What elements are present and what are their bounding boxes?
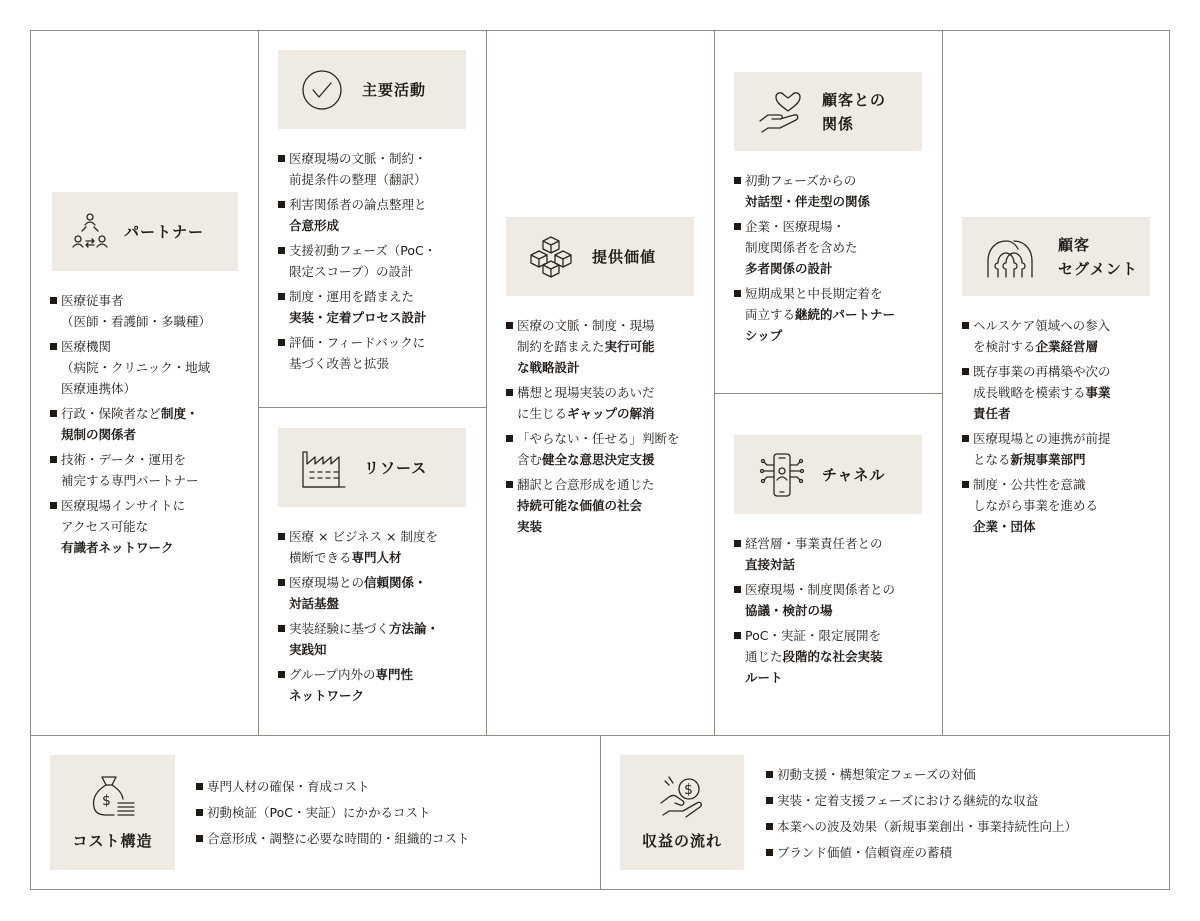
cubes-icon <box>528 234 574 280</box>
list-item: 支援初動フェーズ（PoC・ 限定スコープ）の設計 <box>278 240 478 282</box>
list-item: PoC・実証・限定展開を 通じた段階的な社会実装 ルート <box>734 625 934 688</box>
channels-list <box>734 533 934 692</box>
list-item: 評価・フィードバックに 基づく改善と拡張 <box>278 332 478 374</box>
list-item: 初動フェーズからの 対話型・伴走型の関係 <box>734 170 934 212</box>
cost-structure-header <box>50 755 175 870</box>
key-resources-header <box>278 428 466 507</box>
partners-list <box>50 290 250 562</box>
money-bag-icon <box>88 773 138 819</box>
partners-title: パートナー <box>124 222 205 241</box>
value-proposition-header <box>506 217 694 296</box>
key-activities-title: 主要活動 <box>362 80 427 99</box>
divider <box>258 30 259 735</box>
customer-segments-title: 顧客 セグメント <box>1058 235 1138 278</box>
list-item: 初動検証（PoC・実証）にかかるコスト <box>196 802 586 823</box>
divider <box>258 407 486 408</box>
list-item: 医療 × ビジネス × 制度を 横断できる専門人材 <box>278 526 478 568</box>
divider <box>942 30 943 735</box>
customer-relationships-list <box>734 170 934 350</box>
checkmark-circle-icon <box>300 68 344 112</box>
revenue-streams-list <box>766 764 1166 868</box>
key-resources-title: リソース <box>364 458 428 477</box>
list-item: 翻訳と合意形成を通じた 持続可能な価値の社会 実装 <box>506 474 706 537</box>
list-item: 既存事業の再構築や次の 成長戦略を模索する事業 責任者 <box>962 361 1162 424</box>
customer-relationships-title: 顧客との 関係 <box>822 90 887 133</box>
key-activities-header <box>278 50 466 129</box>
list-item: 医療現場の文脈・制約・ 前提条件の整理（翻訳） <box>278 148 478 190</box>
list-item: 合意形成・調整に必要な時間的・組織的コスト <box>196 828 586 849</box>
list-item: 医療従事者 （医師・看護師・多職種） <box>50 290 250 332</box>
list-item: ブランド価値・信頼資産の蓄積 <box>766 842 1166 863</box>
heart-hand-icon <box>758 89 810 135</box>
customer-relationships-header <box>734 72 922 151</box>
divider <box>714 30 715 735</box>
list-item: 実装経験に基づく方法論・ 実践知 <box>278 618 478 660</box>
list-item: 専門人材の確保・育成コスト <box>196 776 586 797</box>
people-network-icon <box>70 211 110 253</box>
smartphone-network-icon <box>758 451 806 499</box>
channels-header <box>734 435 922 514</box>
list-item: 医療現場インサイトに アクセス可能な 有識者ネットワーク <box>50 495 250 558</box>
list-item: 技術・データ・運用を 補完する専門パートナー <box>50 449 250 491</box>
list-item: 制度・公共性を意識 しながら事業を進める 企業・団体 <box>962 474 1162 537</box>
svg-text:$: $ <box>684 781 693 798</box>
divider <box>600 735 601 890</box>
partners-header <box>52 192 238 271</box>
divider <box>486 30 487 735</box>
customer-segments-list <box>962 315 1162 541</box>
list-item: 医療現場との信頼関係・ 対話基盤 <box>278 572 478 614</box>
list-item: 医療機関 （病院・クリニック・地域 医療連携体） <box>50 336 250 399</box>
list-item: 短期成果と中長期定着を 両立する継続的パートナー シップ <box>734 283 934 346</box>
cost-structure-title: コスト構造 <box>72 831 153 850</box>
channels-title: チャネル <box>822 465 886 484</box>
list-item: 医療の文脈・制度・現場 制約を踏まえた実行可能 な戦略設計 <box>506 315 706 378</box>
cost-structure-list <box>196 776 586 854</box>
coin-hand-icon <box>657 773 707 819</box>
list-item: 「やらない・任せる」判断を 含む健全な意思決定支援 <box>506 428 706 470</box>
list-item: 医療現場との連携が前提 となる新規事業部門 <box>962 428 1162 470</box>
customer-segments-header <box>962 217 1150 296</box>
list-item: 制度・運用を踏まえた 実装・定着プロセス設計 <box>278 286 478 328</box>
value-proposition-list <box>506 315 706 541</box>
divider <box>714 393 942 394</box>
two-heads-icon <box>984 235 1036 279</box>
list-item: 本業への波及効果（新規事業創出・事業持続性向上） <box>766 816 1166 837</box>
key-resources-list <box>278 526 478 710</box>
list-item: 実装・定着支援フェーズにおける継続的な収益 <box>766 790 1166 811</box>
value-proposition-title: 提供価値 <box>592 247 657 266</box>
list-item: 初動支援・構想策定フェーズの対価 <box>766 764 1166 785</box>
key-activities-list <box>278 148 478 378</box>
list-item: ヘルスケア領域への参入 を検討する企業経営層 <box>962 315 1162 357</box>
revenue-streams-header <box>620 755 744 870</box>
list-item: 医療現場・制度関係者との 協議・検討の場 <box>734 579 934 621</box>
list-item: 行政・保険者など制度・ 規制の関係者 <box>50 403 250 445</box>
list-item: 構想と現場実装のあいだ に生じるギャップの解消 <box>506 382 706 424</box>
revenue-streams-title: 収益の流れ <box>641 831 722 850</box>
list-item: 企業・医療現場・ 制度関係者を含めた 多者関係の設計 <box>734 216 934 279</box>
list-item: 利害関係者の論点整理と 合意形成 <box>278 194 478 236</box>
list-item: グループ内外の専門性 ネットワーク <box>278 664 478 706</box>
factory-icon <box>300 446 348 490</box>
svg-text:$: $ <box>101 792 111 809</box>
list-item: 経営層・事業責任者との 直接対話 <box>734 533 934 575</box>
